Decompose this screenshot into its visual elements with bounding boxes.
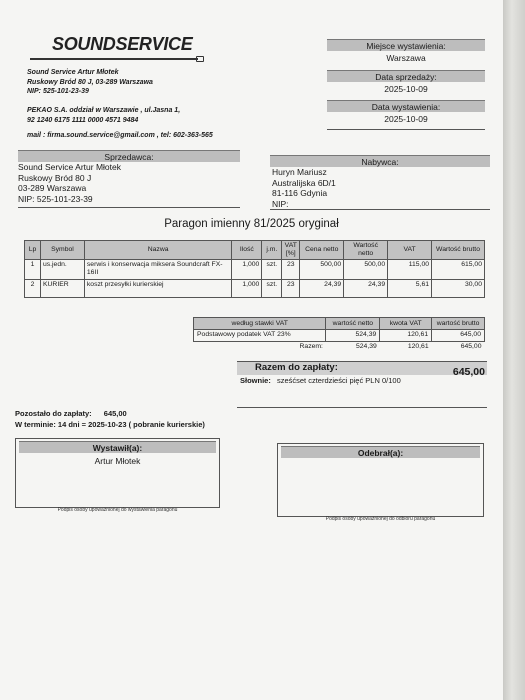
amount-due-value: 645,00 <box>452 366 485 378</box>
buyer-label: Nabywca: <box>270 155 490 167</box>
issued-by-caption: Podpis osoby upoważnionej do wystawienia paragonu <box>57 507 178 513</box>
received-by-box <box>277 443 484 517</box>
vat-sum-row <box>194 341 485 352</box>
buyer-rule <box>270 209 490 210</box>
cell-net-value: 24,39 <box>344 280 388 298</box>
cell-qty: 1,000 <box>232 260 262 280</box>
cell-gross-value: 30,00 <box>432 280 485 298</box>
cell-unit: szt. <box>262 260 282 280</box>
cell-unit: szt. <box>262 280 282 298</box>
received-by-caption: Podpis osoby upoważnionej do odbioru paragonu <box>325 516 436 522</box>
buyer-nip: NIP: <box>272 198 289 209</box>
cell-net-price: 500,00 <box>300 260 344 280</box>
bank-line-1: PEKAO S.A. oddział w Warszawie , ul.Jasna 1, <box>27 107 181 114</box>
cell-lp: 1 <box>25 260 41 280</box>
vat-sum-label: Razem: <box>299 342 323 350</box>
cell-qty: 1,000 <box>232 280 262 298</box>
vat-sum-amount: 120,61 <box>407 342 429 350</box>
issue-date-rule <box>327 129 485 130</box>
payment-term: W terminie: 14 dni = 2025-10-23 ( pobranie kurierskie) <box>15 419 205 429</box>
issue-date-value: 2025-10-09 <box>384 114 428 124</box>
seller-rule <box>18 207 240 208</box>
issuer-address: Ruskowy Bród 80 J, 03-289 Warszawa <box>27 78 153 86</box>
remaining-label: Pozostało do zapłaty: <box>15 409 92 418</box>
seller-label: Sprzedawca: <box>18 150 240 162</box>
cell-vat-rate: 23 <box>282 260 300 280</box>
col-vat-rate: VAT [%] <box>282 241 300 260</box>
buyer-city: 81-116 Gdynia <box>272 188 328 199</box>
place-label: Miejsce wystawienia: <box>327 39 485 51</box>
issue-date-label: Data wystawienia: <box>327 100 485 112</box>
col-net-value: Wartość netto <box>344 241 388 260</box>
cell-lp: 2 <box>25 280 41 298</box>
issued-by-box <box>15 438 220 508</box>
logo-plug-icon <box>196 56 204 62</box>
col-lp: Lp <box>25 241 41 260</box>
remaining-line <box>15 409 205 420</box>
col-gross-value: Wartość brutto <box>432 241 485 260</box>
seller-street: Ruskowy Bród 80 J <box>18 172 92 183</box>
cell-net-value: 500,00 <box>344 260 388 280</box>
sale-date-label: Data sprzedaży: <box>327 70 485 82</box>
col-qty: Ilość <box>232 241 262 260</box>
col-net-price: Cena netto <box>300 241 344 260</box>
sale-date-block <box>327 70 485 96</box>
words-label: Słownie: <box>240 376 271 385</box>
issue-date-block <box>327 100 485 130</box>
words-rule <box>237 407 487 408</box>
issuer-nip: NIP: 525-101-23-39 <box>27 88 89 96</box>
vat-sum-gross: 645,00 <box>460 342 482 350</box>
vat-col-net: wartość netto <box>326 318 380 330</box>
vat-row <box>194 330 485 342</box>
issued-by-label: Wystawił(a): <box>19 441 216 453</box>
seller-details <box>18 162 240 204</box>
vat-amount: 120,61 <box>380 330 432 342</box>
table-row <box>25 280 485 298</box>
cell-name: koszt przesyłki kurierskiej <box>84 280 231 298</box>
items-header-row <box>25 241 485 260</box>
vat-rate-name: Podstawowy podatek VAT 23% <box>194 330 326 342</box>
vat-gross: 645,00 <box>432 330 485 342</box>
amount-due-label: Razem do zapłaty: <box>255 362 338 373</box>
buyer-details <box>270 167 490 209</box>
cell-vat: 5,61 <box>388 280 432 298</box>
logo-cable-line <box>30 58 198 60</box>
cell-gross-value: 615,00 <box>432 260 485 280</box>
seller-block <box>18 150 240 208</box>
place-value: Warszawa <box>386 53 426 63</box>
cell-symbol: us.jedn. <box>40 260 84 280</box>
col-vat: VAT <box>388 241 432 260</box>
seller-city: 03-289 Warszawa <box>18 183 87 194</box>
buyer-street: Australijska 6D/1 <box>272 177 336 188</box>
remaining-value: 645,00 <box>103 409 127 418</box>
vat-summary-table <box>193 317 485 352</box>
words-value: sześćset czterdzieści pięć PLN 0/100 <box>276 376 401 385</box>
issuer-name: Sound Service Artur Młotek <box>27 69 119 76</box>
col-name: Nazwa <box>84 241 231 260</box>
issued-by-name: Artur Młotek <box>94 456 141 466</box>
remaining-info <box>15 409 205 430</box>
received-by-label: Odebrał(a): <box>281 446 480 458</box>
vat-header-row <box>194 318 485 330</box>
cell-name: serwis i konserwacja miksera Soundcraft FX-16II <box>84 260 231 280</box>
company-logo: SOUNDSERVICE <box>52 34 193 54</box>
cell-vat-rate: 23 <box>282 280 300 298</box>
amount-in-words <box>240 376 401 385</box>
contact-info: mail : firma.sound.service@gmail.com , tel: 602-363-565 <box>27 132 213 139</box>
vat-col-rate: według stawki VAT <box>194 318 326 330</box>
buyer-block <box>270 155 490 210</box>
document-title: Paragon imienny 81/2025 oryginał <box>164 218 339 230</box>
vat-net: 524,39 <box>326 330 380 342</box>
bank-account: 92 1240 6175 1111 0000 4571 9484 <box>27 116 139 124</box>
vat-col-amount: kwota VAT <box>380 318 432 330</box>
issuer-info <box>27 68 153 97</box>
table-row <box>25 260 485 280</box>
seller-name: Sound Service Artur Młotek <box>18 162 121 172</box>
items-table <box>24 240 485 298</box>
place-block <box>327 39 485 65</box>
cell-vat: 115,00 <box>388 260 432 280</box>
vat-col-gross: wartość brutto <box>432 318 485 330</box>
seller-nip: NIP: 525-101-23-39 <box>18 193 93 204</box>
scanner-edge <box>503 0 525 700</box>
vat-sum-net: 524,39 <box>355 342 377 350</box>
sale-date-value: 2025-10-09 <box>384 84 428 94</box>
col-unit: j.m. <box>262 241 282 260</box>
col-symbol: Symbol <box>40 241 84 260</box>
bank-info <box>27 106 180 125</box>
buyer-name: Huryn Mariusz <box>272 167 327 177</box>
cell-symbol: KURIER <box>40 280 84 298</box>
cell-net-price: 24,39 <box>300 280 344 298</box>
